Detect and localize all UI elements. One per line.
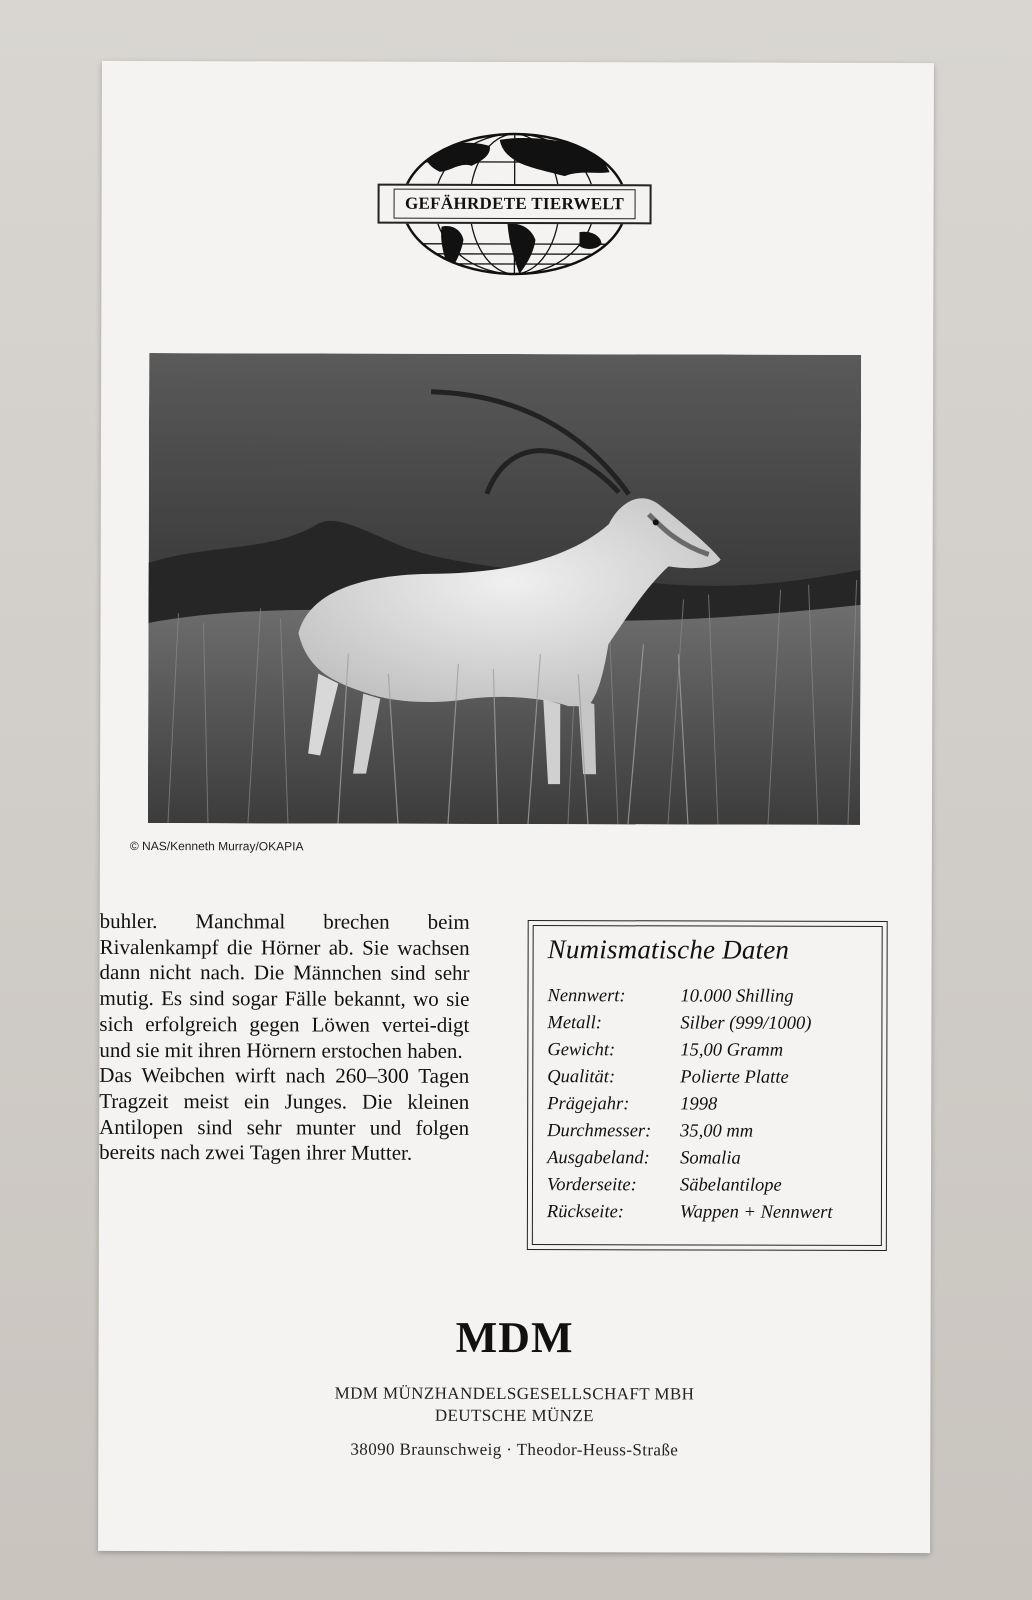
company-subtitle: DEUTSCHE MÜNZE	[434, 1405, 594, 1426]
data-value: Silber (999/1000)	[680, 1013, 812, 1034]
company-address: 38090 Braunschweig · Theodor-Heuss-Straße	[350, 1439, 679, 1460]
data-value: Säbelantilope	[679, 1175, 782, 1196]
data-row	[547, 1118, 869, 1146]
data-value: Polierte Platte	[680, 1067, 789, 1088]
globe-logo	[379, 132, 649, 278]
data-value: Wappen + Nennwert	[679, 1202, 833, 1223]
company-name: MDM MÜNZHANDELSGESELLSCHAFT MBH	[334, 1383, 695, 1404]
data-key: Qualität:	[547, 1067, 616, 1088]
data-row	[547, 1091, 869, 1119]
info-card	[98, 61, 934, 1553]
numismatic-data-box	[527, 920, 888, 1251]
data-key: Vorderseite:	[546, 1175, 637, 1196]
numismatic-title: Numismatische Daten	[547, 934, 790, 965]
photo-credit: © NAS/Kenneth Murray/OKAPIA	[129, 838, 304, 854]
data-value: 10.000 Shilling	[680, 986, 794, 1007]
data-key: Ausgabeland:	[547, 1148, 650, 1169]
data-row	[547, 1172, 869, 1200]
oryx-photo	[148, 353, 861, 825]
data-key: Gewicht:	[547, 1040, 616, 1061]
data-row	[547, 1064, 869, 1092]
data-key: Rückseite:	[546, 1202, 625, 1223]
data-value: Somalia	[680, 1148, 741, 1169]
body-paragraph: Das Weibchen wirft nach 260–300 Tagen Tragzeit meist ein Junges. Die kleinen Antilopen sind sehr munter und folgen bereits nach zwei Tagen ihrer Mutter.	[99, 1063, 470, 1166]
data-row	[547, 1145, 869, 1173]
logo-banner	[378, 184, 652, 225]
data-value: 1998	[680, 1094, 718, 1115]
data-row	[547, 1037, 869, 1065]
data-row	[547, 1199, 869, 1227]
data-row	[547, 983, 869, 1011]
logo-banner-text: GEFÄHRDETE TIERWELT	[394, 189, 635, 220]
data-value: 15,00 Gramm	[680, 1040, 784, 1061]
data-row	[547, 1010, 869, 1038]
body-text	[99, 909, 470, 1167]
data-key: Metall:	[547, 1013, 602, 1034]
data-key: Nennwert:	[547, 986, 626, 1007]
data-key: Durchmesser:	[547, 1121, 652, 1142]
data-key: Prägejahr:	[547, 1094, 630, 1115]
mdm-logo: MDM	[455, 1312, 574, 1363]
data-value: 35,00 mm	[680, 1121, 754, 1142]
body-paragraph: buhler. Manchmal brechen beim Rivalenkampf die Hörner ab. Sie wachsen dann nicht nach. Die Männchen sind sehr mutig. Es sind sogar Fälle bekannt, wo sie sich erfolgreich gegen Löwen vertei-digt und sie mit ihren Hörnern erstochen haben.	[99, 908, 470, 1063]
